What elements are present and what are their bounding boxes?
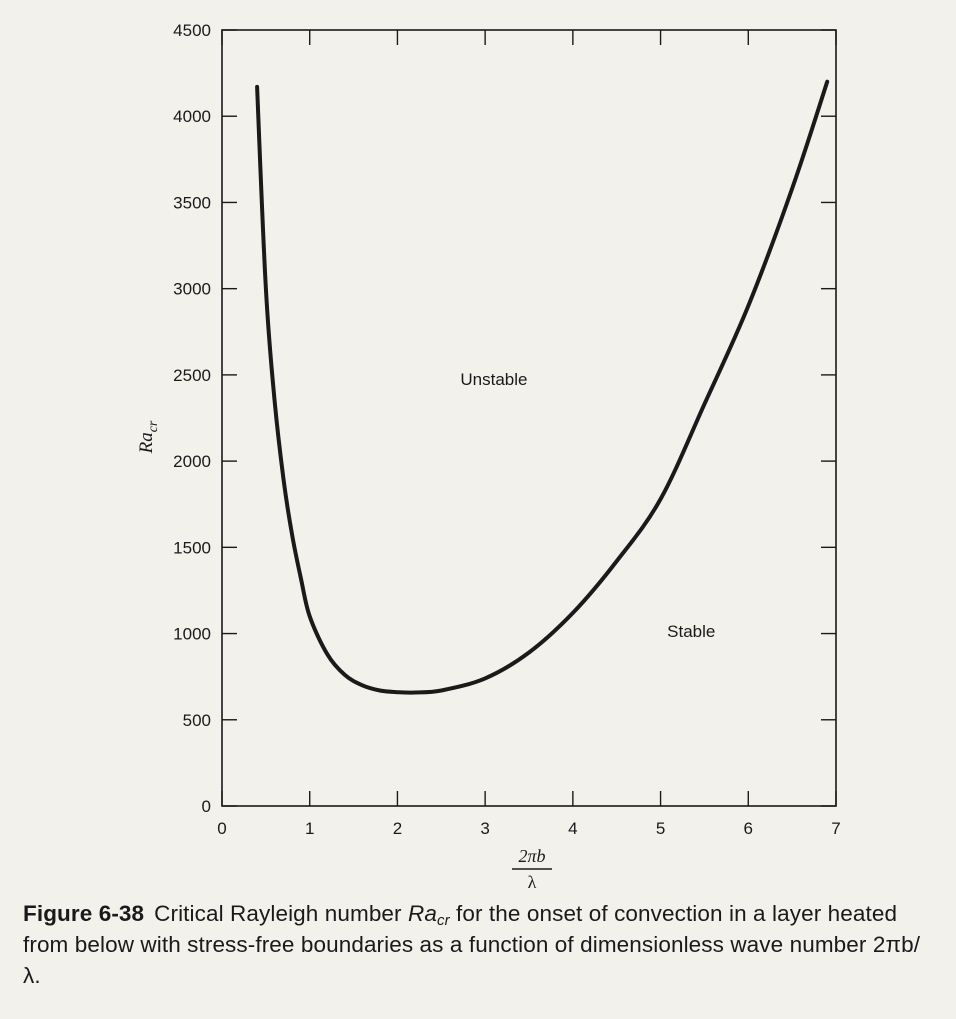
y-tick-label: 2500 (173, 365, 211, 385)
caption-text-after: for the onset of convection in a layer heated from below with stress-free boundaries as a function of dimensionless wave number 2πb/λ. (23, 901, 921, 988)
caption-label: Figure 6-38 (23, 901, 145, 926)
x-tick-label: 7 (831, 819, 841, 838)
y-tick-label: 500 (182, 710, 211, 730)
figure-caption (23, 898, 928, 991)
y-axis-label-subscript: cr (146, 420, 161, 433)
y-tick-label: 4000 (173, 107, 211, 127)
labels (136, 21, 841, 890)
y-axis-label: $Ra_{cr}$ (136, 420, 161, 454)
x-tick-label: 2 (392, 819, 403, 838)
x-tick-label: 0 (217, 819, 227, 838)
region-label-unstable: Unstable (460, 370, 528, 390)
y-tick-label: 0 (201, 797, 211, 816)
plot-frame (222, 30, 836, 806)
y-tick-label: 3000 (173, 279, 211, 299)
x-tick-label: 1 (304, 819, 315, 838)
x-tick-label: 4 (568, 819, 578, 838)
caption-symbol-main: Ra (408, 901, 437, 926)
y-tick-label: 1500 (173, 538, 211, 558)
axes (222, 30, 836, 806)
caption-symbol-subscript: cr (436, 912, 450, 929)
x-tick-label: 5 (655, 819, 666, 838)
y-tick-label: 2000 (173, 452, 211, 472)
caption-symbol (408, 901, 450, 929)
x-tick-label: 3 (480, 819, 490, 838)
caption-text-before: Critical Rayleigh number (154, 901, 408, 926)
y-tick-label: 3500 (173, 193, 211, 213)
region-label-stable: Stable (667, 622, 716, 642)
series-line (257, 82, 827, 693)
x-axis-label-denominator: λ (527, 872, 537, 890)
ticks (222, 30, 836, 806)
series (257, 82, 827, 693)
y-tick-label: 4500 (173, 21, 211, 40)
x-axis-label-numerator: 2πb (518, 846, 546, 866)
x-tick-label: 6 (743, 819, 754, 838)
y-tick-label: 1000 (173, 624, 211, 644)
